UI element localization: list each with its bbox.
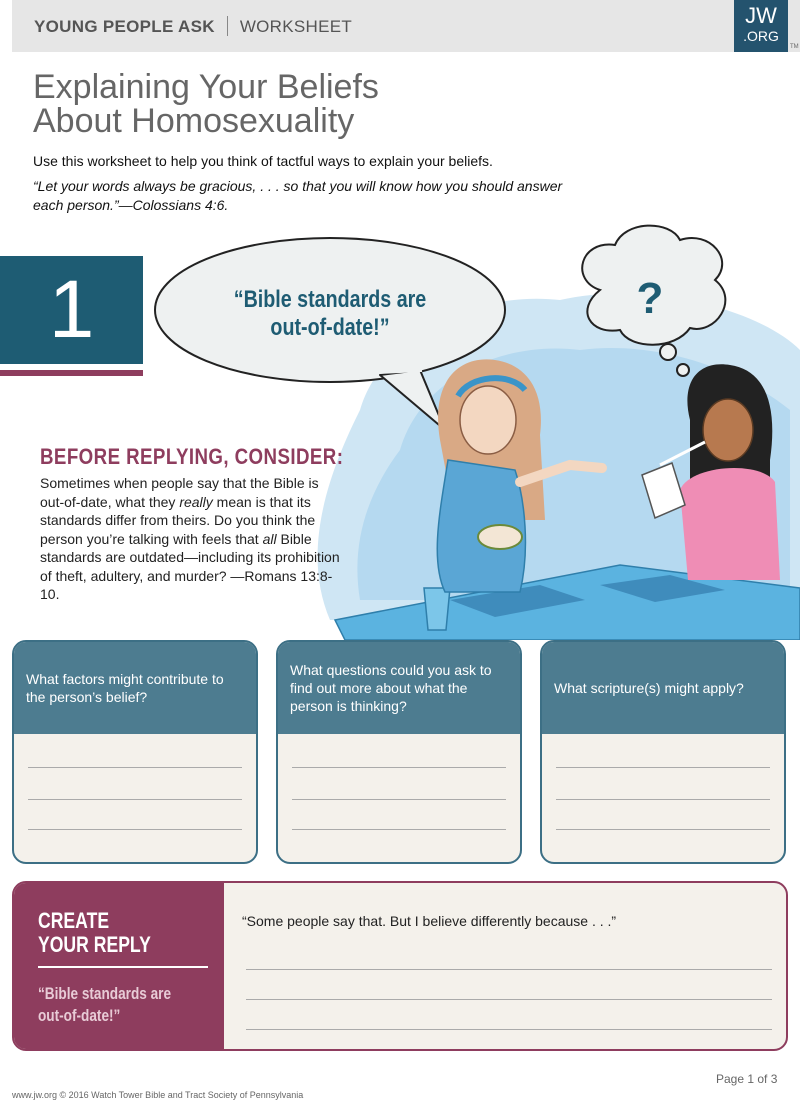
reply-heading: CREATE YOUR REPLY: [38, 908, 151, 957]
card-question: What questions could you ask to find out more about what the person is thinking?: [278, 642, 520, 734]
answer-line[interactable]: [28, 767, 242, 768]
answer-line[interactable]: [292, 799, 506, 800]
reply-answer-line[interactable]: [246, 1029, 772, 1030]
section-number-underline: [0, 370, 143, 376]
answer-line[interactable]: [292, 829, 506, 830]
logo-org: .ORG: [743, 28, 779, 44]
worksheet-label: WORKSHEET: [239, 17, 353, 36]
trademark-mark: TM: [790, 44, 799, 50]
answer-line[interactable]: [556, 799, 770, 800]
glass: [424, 588, 450, 630]
reply-answer-line[interactable]: [246, 969, 772, 970]
title-line-1: Explaining Your Beliefs: [33, 68, 379, 106]
question-card-scriptures: [540, 640, 786, 864]
answer-line[interactable]: [556, 829, 770, 830]
question-card-questions: [276, 640, 522, 864]
speech-bubble-text: “Bible standards are out-of-date!”: [233, 286, 427, 341]
title-line-2: About Homosexuality: [33, 102, 355, 140]
page-title: [33, 70, 379, 138]
jw-org-logo[interactable]: [734, 0, 788, 52]
card-question: What scripture(s) might apply?: [542, 642, 784, 734]
answer-line[interactable]: [28, 799, 242, 800]
answer-line[interactable]: [28, 829, 242, 830]
reply-answer-line[interactable]: [246, 999, 772, 1000]
reply-label-panel: [14, 883, 224, 1049]
header-divider: [227, 16, 228, 36]
card-question: What factors might contribute to the person’s belief?: [14, 642, 256, 734]
thought-bubble-question-mark: ?: [636, 274, 664, 323]
logo-jw: JW: [745, 3, 777, 28]
series-label: YOUNG PEOPLE ASK: [34, 17, 215, 36]
answer-line[interactable]: [556, 767, 770, 768]
answer-line[interactable]: [292, 767, 506, 768]
header-title: [34, 16, 352, 37]
reply-divider: [38, 966, 208, 968]
scripture-quote: “Let your words always be gracious, . . . so that you will know how you should answer each person.”—Colossians 4:6.: [33, 178, 563, 213]
consider-body: Sometimes when people say that the Bible is out-of-date, what they really mean is that its standards differ from theirs. Do you think the person you’re talking with feels that all Bible standards are outdated—including its prohibition of theft, adultery, and murder? —Romans 13:8-10.: [40, 475, 340, 602]
reply-section: [12, 881, 788, 1051]
section-number: 1: [0, 256, 143, 364]
reply-claim: “Bible standards are out-of-date!”: [38, 984, 172, 1025]
consider-heading: BEFORE REPLYING, CONSIDER:: [40, 444, 344, 469]
question-card-factors: [12, 640, 258, 864]
reply-prompt: “Some people say that. But I believe differently because . . .”: [242, 913, 617, 929]
copyright-footer: www.jw.org © 2016 Watch Tower Bible and Tract Society of Pennsylvania: [12, 1090, 304, 1100]
page-number: Page 1 of 3: [716, 1072, 778, 1086]
intro-text: Use this worksheet to help you think of tactful ways to explain your beliefs.: [33, 153, 493, 169]
